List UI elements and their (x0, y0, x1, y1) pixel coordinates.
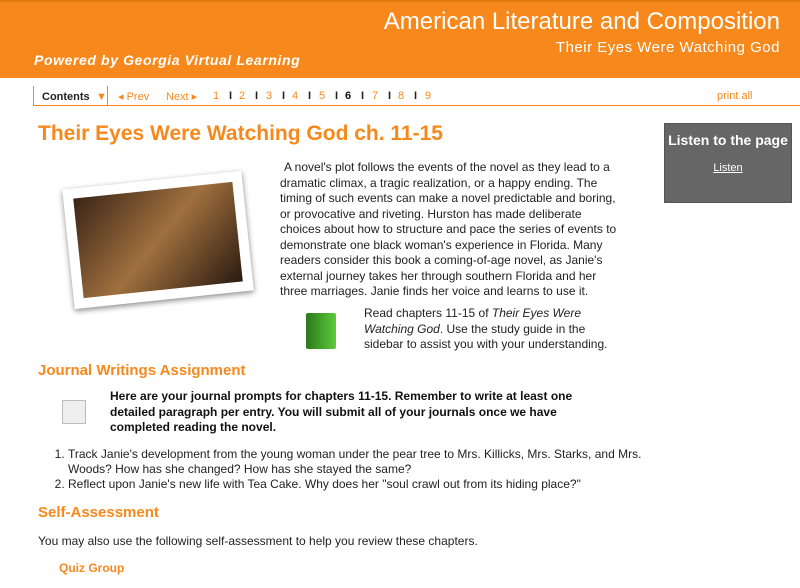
separator: I (229, 90, 233, 102)
page-link-9[interactable]: 9 (425, 90, 432, 102)
journal-instructions: Here are your journal prompts for chapters 11-15. Remember to write at least one detailed paragraph per entry. You will submit all of your journals once we have completed reading the novel. (110, 389, 573, 434)
prompt-item: 1. Track Janie's development from the young woman under the pear tree to Mrs. Killicks, Mrs. Starks, and Mrs. Woods? How has she changed? How has she stayed the same? (68, 447, 658, 477)
page-link-5[interactable]: 5 (319, 90, 326, 102)
powered-by-logo: Powered by Georgia Virtual Learning (34, 52, 301, 68)
separator: I (361, 90, 365, 102)
page-link-6-current: 6 (345, 90, 352, 102)
page-link-4[interactable]: 4 (292, 90, 299, 102)
separator: I (335, 90, 339, 102)
couple-photo (62, 171, 254, 309)
listen-panel (664, 123, 792, 203)
page-link-2[interactable]: 2 (239, 90, 246, 102)
self-assessment-text: You may also use the following self-assessment to help you review these chapters. (38, 534, 478, 548)
prompt-item: 2. Reflect upon Janie's new life with Tea Cake. Why does her "soul crawl out from its hiding place?" (68, 477, 658, 492)
page-link-3[interactable]: 3 (266, 90, 273, 102)
intro-paragraph: A novel's plot follows the events of the novel as they lead to a dramatic climax, a tragic realization, or a happy ending. The timing of such events can make a novel predictable and boring, or provocative and riveting. Hurston has made deliberate choices about how to structure and pace the series of events to demonstrate one black woman's experience in Florida. Many readers consider this book a coming-of-age novel, as Janie's external journey takes her through southern Florida and her three marriages. Janie finds her voice and learns to use it. (280, 160, 617, 298)
separator: I (388, 90, 392, 102)
header-banner (0, 0, 800, 78)
journal-prompts (38, 447, 658, 492)
journal-heading: Journal Writings Assignment (38, 362, 246, 379)
print-all-link[interactable]: print all (717, 90, 753, 102)
contents-dropdown[interactable]: Contents ▼ (33, 86, 108, 105)
page-link-8[interactable]: 8 (398, 90, 405, 102)
separator: I (255, 90, 259, 102)
page-link-7[interactable]: 7 (372, 90, 379, 102)
quiz-group-title: Quiz Group (59, 561, 125, 575)
book-icon (306, 313, 336, 349)
course-title: American Literature and Composition (383, 8, 780, 35)
self-assessment-heading: Self-Assessment (38, 504, 159, 521)
chevron-down-icon: ▼ (96, 91, 107, 103)
page-title: Their Eyes Were Watching God ch. 11-15 (38, 122, 443, 145)
prev-link[interactable]: ◂ Prev (118, 91, 150, 103)
page-link-1[interactable]: 1 (213, 90, 220, 102)
next-link[interactable]: Next ▸ (166, 91, 198, 103)
listen-title: Listen to the page (668, 132, 788, 148)
journal-icon (62, 400, 86, 424)
unit-title: Their Eyes Were Watching God (555, 39, 780, 56)
separator: I (414, 90, 418, 102)
separator: I (308, 90, 312, 102)
separator: I (282, 90, 286, 102)
page-navigation (33, 86, 800, 106)
listen-link[interactable]: Listen (713, 162, 743, 174)
reading-instructions: Read chapters 11-15 of Their Eyes Were Watching God. Use the study guide in the sidebar to assist you with your understanding. (364, 306, 608, 351)
